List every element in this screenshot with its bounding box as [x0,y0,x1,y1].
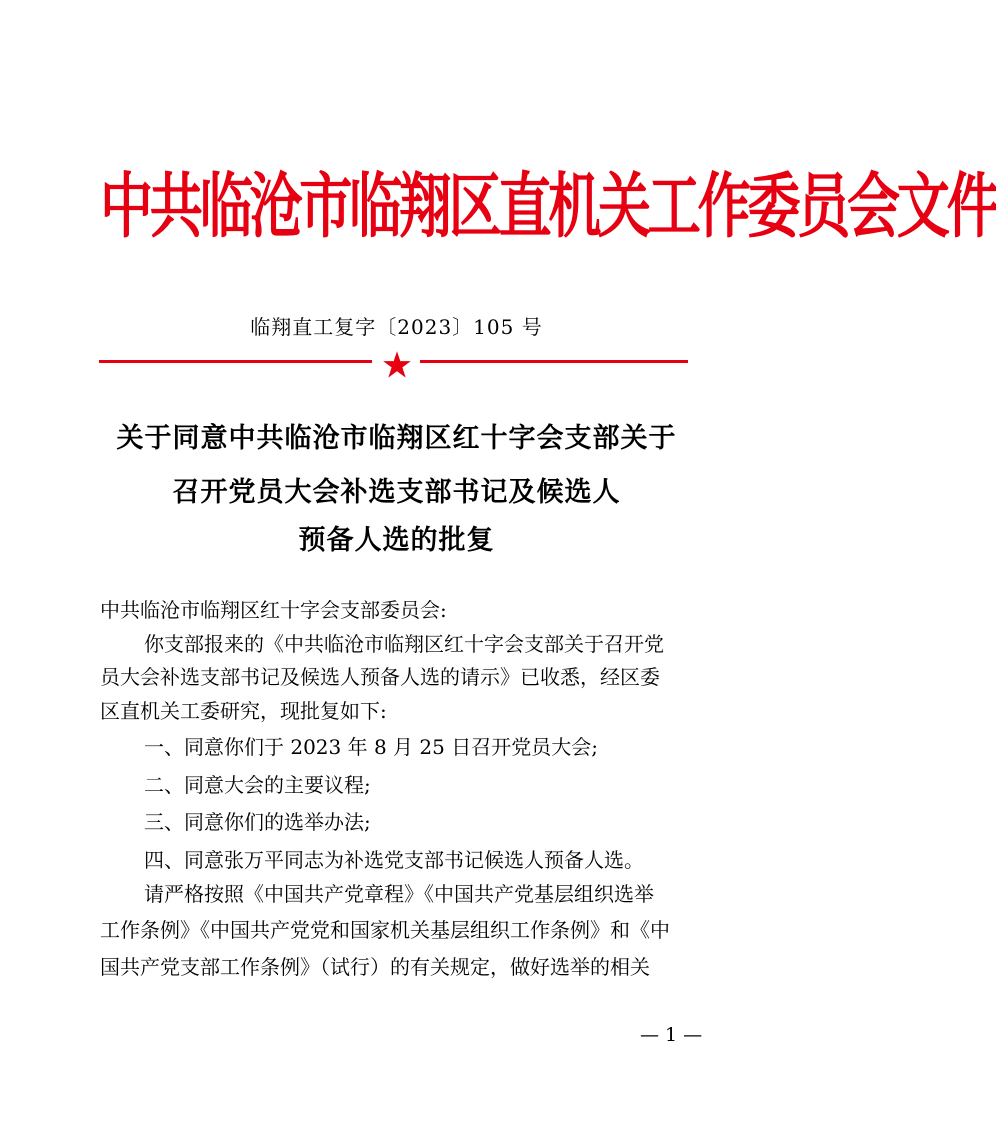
paragraph-line: 区直机关工委研究，现批复如下: [100,699,387,723]
document-number: 临翔直工复字〔2023〕105 号 [250,315,543,339]
approval-item-2: 二、同意大会的主要议程; [144,773,371,797]
paragraph-line: 国共产党支部工作条例》（试行）的有关规定，做好选举的相关 [100,955,650,979]
paragraph-line: 你支部报来的《中共临沧市临翔区红十字会支部关于召开党 [144,632,664,656]
red-divider-left [99,360,372,363]
paragraph-line: 请严格按照《中国共产党章程》《中国共产党基层组织选举 [144,882,654,906]
document-title-line-1: 关于同意中共临沧市临翔区红十字会支部关于 [116,423,677,454]
paragraph-line: 工作条例》《中国共产党党和国家机关基层组织工作条例》和《中 [100,918,670,942]
document-header-title [100,158,996,249]
paragraph-line: 员大会补选支部书记及候选人预备人选的请示》已收悉，经区委 [100,665,660,689]
approval-item-4: 四、同意张万平同志为补选党支部书记候选人预备人选。 [144,848,644,872]
document-title-line-3: 预备人选的批复 [298,525,495,556]
red-divider-right [420,360,688,363]
document-title-line-2: 召开党员大会补选支部书记及候选人 [172,477,621,508]
addressee: 中共临沧市临翔区红十字会支部委员会: [100,598,447,622]
header-title-text: 中共临沧市临翔区直机关工作委员会文件 [100,166,996,249]
approval-item-3: 三、同意你们的选举办法; [144,810,371,834]
approval-item-1: 一、同意你们于 2023 年 8 月 25 日召开党员大会; [144,735,598,759]
star-icon [382,350,412,380]
page-number: — 1 — [640,1024,703,1046]
